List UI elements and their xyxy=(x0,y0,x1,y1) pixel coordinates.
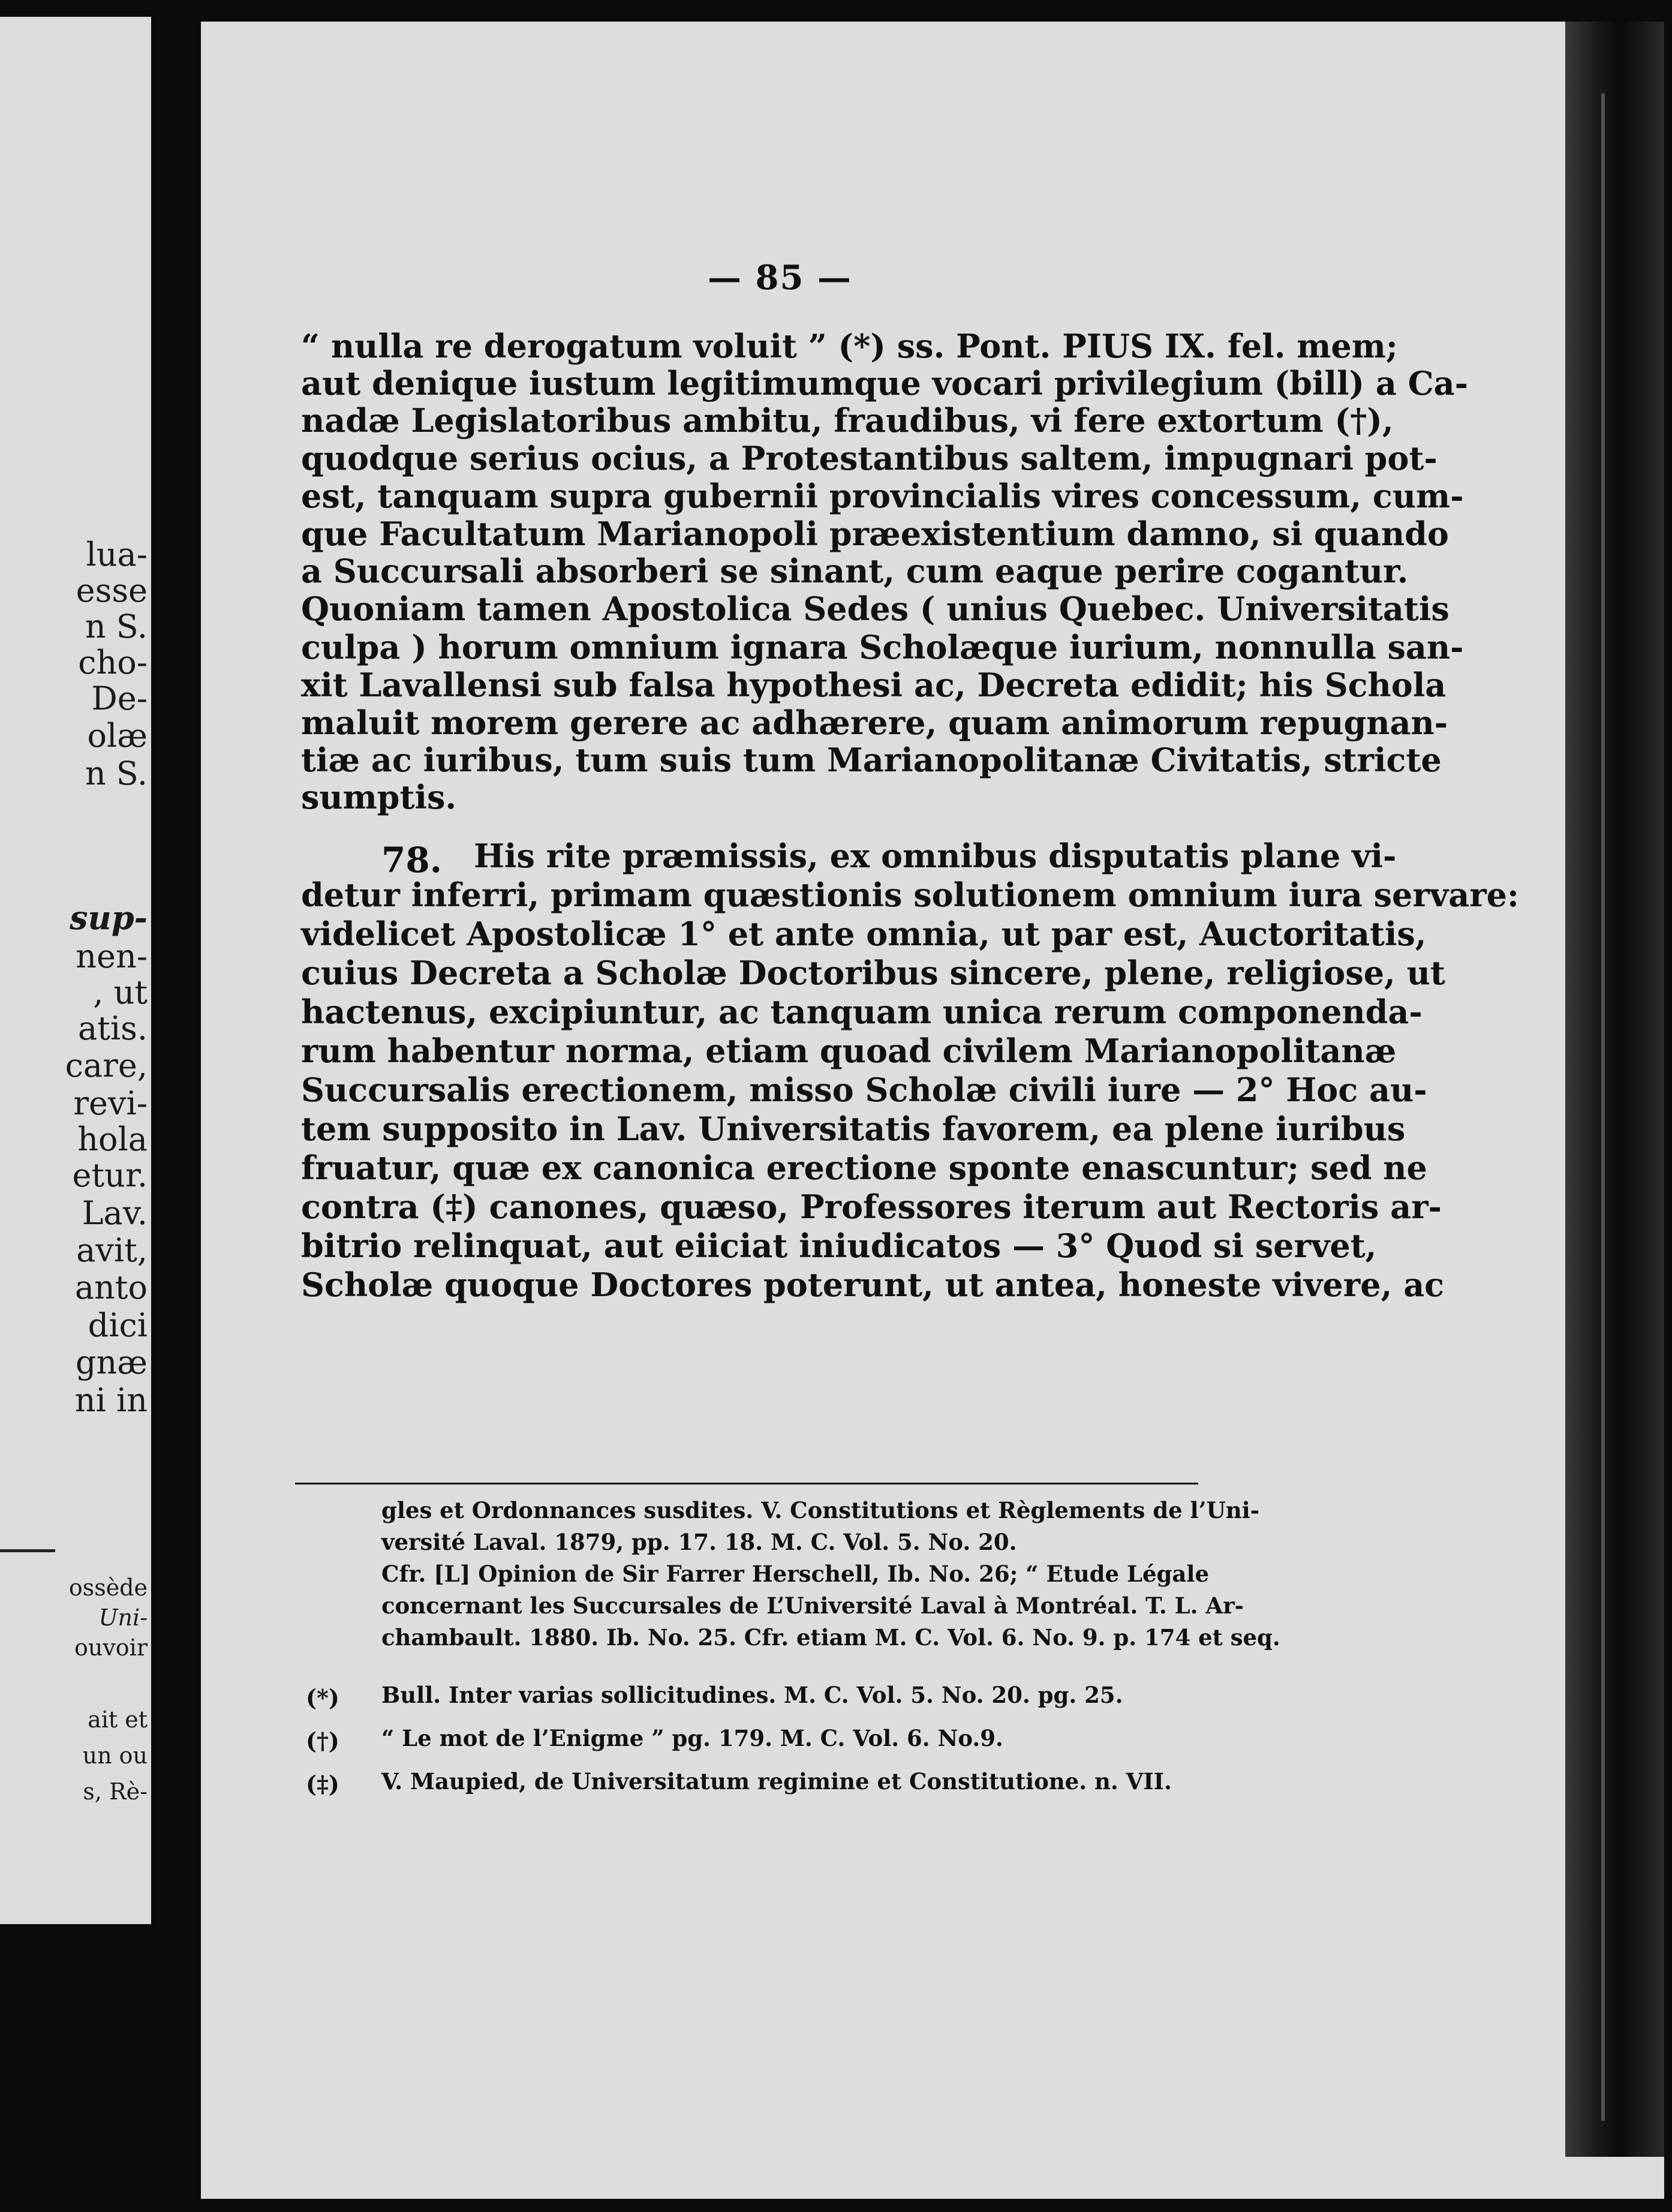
footnote-line: versité Laval. 1879, pp. 17. 18. M. C. Vol. 5. No. 20. xyxy=(381,1529,1017,1555)
text-line: His rite præmissis, ex omnibus disputatis plane vi- xyxy=(474,837,1397,875)
text-line: fruatur, quæ ex canonica erectione sponte enascuntur; sed ne xyxy=(301,1149,1427,1187)
left-page-fragment: anto xyxy=(74,1269,148,1306)
text-line: “ nulla re derogatum voluit ” (*) ss. Pont. PIUS IX. fel. mem; xyxy=(301,327,1398,365)
left-page-fragment: , ut xyxy=(93,973,148,1011)
left-page-fragment: cho- xyxy=(78,644,148,681)
left-facing-page xyxy=(0,17,151,1924)
text-line: a Succursali absorberi se sinant, cum eaque perire cogantur. xyxy=(301,552,1409,590)
text-line: quodque serius ocius, a Protestantibus saltem, impugnari pot- xyxy=(301,439,1438,477)
text-line: sumptis. xyxy=(301,778,457,816)
text-line: que Facultatum Marianopoli præexistentium damno, si quando xyxy=(301,515,1449,553)
footnote-rule xyxy=(295,1483,1198,1484)
left-page-fragment: care, xyxy=(65,1047,148,1084)
left-page-fragment: sup- xyxy=(70,898,148,937)
left-page-fragment: avit, xyxy=(76,1231,148,1269)
text-line: Quoniam tamen Apostolica Sedes ( unius Quebec. Universitatis xyxy=(301,590,1450,628)
text-line: tiæ ac iuribus, tum suis tum Marianopolitanæ Civitatis, stricte xyxy=(301,741,1442,779)
page-number: — 85 — xyxy=(708,258,852,297)
left-page-fragment: De- xyxy=(91,680,148,717)
footnote-line: V. Maupied, de Universitatum regimine et Constitutione. n. VII. xyxy=(381,1768,1172,1795)
binding-fold xyxy=(1601,94,1605,2121)
left-page-footnote-rule xyxy=(0,1549,55,1552)
text-line: nadæ Legislatoribus ambitu, fraudibus, vi fere extortum (†), xyxy=(301,401,1394,440)
text-line: detur inferri, primam quæstionis solutionem omnium iura servare: xyxy=(301,876,1519,914)
left-page-fragment: ni in xyxy=(74,1381,148,1419)
left-page-note-fragment: un ou xyxy=(82,1742,148,1769)
text-line: contra (‡) canones, quæso, Professores iterum aut Rectoris ar- xyxy=(301,1188,1442,1226)
footnote-line: “ Le mot de l’Enigme ” pg. 179. M. C. Vol. 6. No.9. xyxy=(381,1725,1003,1751)
text-line: Succursalis erectionem, misso Scholæ civili iure — 2° Hoc au- xyxy=(301,1071,1427,1109)
text-line: rum habentur norma, etiam quoad civilem Marianopolitanæ xyxy=(301,1032,1397,1070)
page-edge-shadow xyxy=(1565,22,1664,2157)
text-line: tem supposito in Lav. Universitatis favorem, ea plene iuribus xyxy=(301,1110,1406,1148)
text-line: culpa ) horum omnium ignara Scholæque iurium, nonnulla san- xyxy=(301,628,1464,666)
text-line: Scholæ quoque Doctores poterunt, ut antea, honeste vivere, ac xyxy=(301,1266,1445,1304)
left-page-fragment: dici xyxy=(88,1306,148,1344)
text-line: hactenus, excipiuntur, ac tanquam unica rerum componenda- xyxy=(301,993,1423,1031)
left-page-fragment: gnæ xyxy=(75,1344,148,1381)
left-page-fragment: atis. xyxy=(77,1009,148,1047)
text-line: maluit morem gerere ac adhærere, quam animorum repugnan- xyxy=(301,704,1448,742)
text-line: aut denique iustum legitimumque vocari privilegium (bill) a Ca- xyxy=(301,364,1469,402)
left-page-note-fragment: ossède xyxy=(68,1574,148,1601)
paragraph-number: 78. xyxy=(381,840,442,880)
text-line: est, tanquam supra gubernii provincialis vires concessum, cum- xyxy=(301,477,1464,515)
footnote-line: gles et Ordonnances susdites. V. Constitutions et Règlements de l’Uni- xyxy=(381,1497,1260,1523)
footnote-line: Bull. Inter varias sollicitudines. M. C. Vol. 5. No. 20. pg. 25. xyxy=(381,1682,1123,1708)
left-page-fragment: lua- xyxy=(86,536,148,573)
left-page-fragment: esse xyxy=(76,572,148,609)
left-page-note-fragment: Uni- xyxy=(98,1604,148,1631)
footnote-line: Cfr. [L] Opinion de Sir Farrer Herschell, Ib. No. 26; “ Etude Légale xyxy=(381,1561,1209,1587)
left-page-fragment: hola xyxy=(77,1120,148,1158)
footnote-line: concernant les Succursales de L’Université Laval à Montréal. T. L. Ar- xyxy=(381,1592,1244,1619)
left-page-fragment: n S. xyxy=(85,755,148,792)
left-page-fragment: Lav. xyxy=(82,1194,148,1232)
left-page-note-fragment: s, Rè- xyxy=(83,1778,148,1805)
footnote-mark: (‡) xyxy=(306,1771,339,1798)
left-page-note-fragment: ouvoir xyxy=(74,1634,148,1661)
text-line: cuius Decreta a Scholæ Doctoribus sincere, plene, religiose, ut xyxy=(301,954,1445,992)
text-line: xit Lavallensi sub falsa hypothesi ac, Decreta edidit; his Schola xyxy=(301,666,1447,704)
left-page-fragment: olæ xyxy=(87,717,148,755)
left-page-note-fragment: ait et xyxy=(88,1706,148,1733)
footnote-line: chambault. 1880. Ib. No. 25. Cfr. etiam M. C. Vol. 6. No. 9. p. 174 et seq. xyxy=(381,1624,1280,1651)
left-page-fragment: nen- xyxy=(76,937,148,975)
left-page-fragment: n S. xyxy=(85,608,148,645)
text-line: videlicet Apostolicæ 1° et ante omnia, ut par est, Auctoritatis, xyxy=(301,915,1427,953)
left-page-fragment: revi- xyxy=(73,1084,148,1122)
text-line: bitrio relinquat, aut eiiciat iniudicatos — 3° Quod si servet, xyxy=(301,1227,1377,1265)
footnote-mark: (*) xyxy=(306,1684,339,1711)
left-page-fragment: etur. xyxy=(72,1156,148,1194)
footnote-mark: (†) xyxy=(306,1727,339,1754)
